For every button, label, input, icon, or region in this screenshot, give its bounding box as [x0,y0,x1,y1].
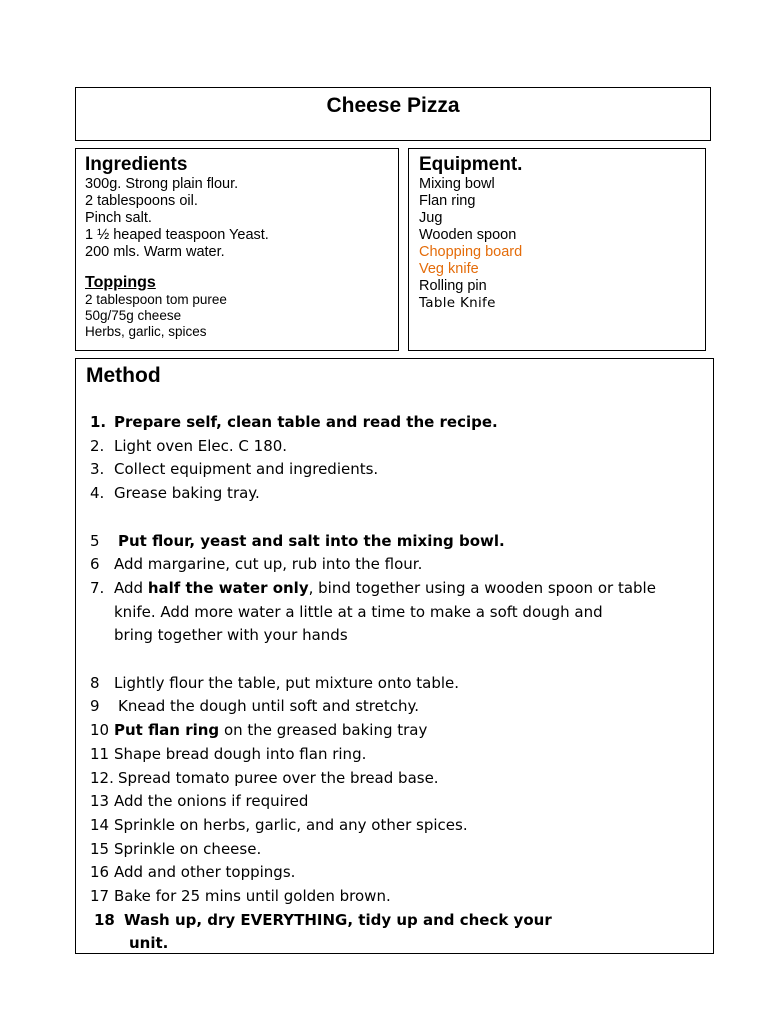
step-text: Add margarine, cut up, rub into the flour. [114,555,423,574]
step-text-bold: half the water only [147,578,309,597]
method-step [90,885,703,909]
step-text: Lightly flour the table, put mixture onto table. [114,673,460,692]
step-number: 9 [90,697,100,716]
step-number: 1. [90,413,107,431]
step-text: Prepare self, clean table and read the recipe. [114,413,498,431]
step-number: 17 [90,887,110,906]
method-step [90,577,703,648]
method-step [90,530,703,554]
method-step [90,672,703,696]
method-step [90,838,703,862]
step-text: Shape bread dough into flan ring. [114,744,367,763]
step-number: 2. [90,436,105,455]
equipment-item: Table Knife [419,295,496,311]
ingredient-item: 1 ½ heaped teaspoon Yeast. [85,227,269,243]
ingredient-item: Pinch salt. [85,210,152,226]
toppings-heading: Toppings [85,274,156,291]
step-number: 6 [90,555,100,574]
title-box [75,87,711,141]
step-text: Sprinkle on herbs, garlic, and any other spices. [114,815,468,834]
step-number: 7. [90,578,105,597]
topping-item: Herbs, garlic, spices [85,324,207,339]
step-text: Add the onions if required [114,792,309,811]
step-text-c: on the greased baking tray [219,721,428,740]
method-step [90,814,703,838]
topping-item: 2 tablespoon tom puree [85,292,227,307]
ingredients-list [85,176,398,261]
equipment-item: Veg knife [419,261,479,277]
method-step [90,719,703,743]
step-text-bold: Put flan ring [114,721,220,740]
ingredient-item: 300g. Strong plain flour. [85,176,239,192]
step-text: Bake for 25 mins until golden brown. [114,887,391,906]
method-heading: Method [86,364,161,387]
method-box [75,358,714,954]
step-text: Spread tomato puree over the bread base. [118,768,439,787]
step-text-line2: unit. [129,934,169,953]
step-number: 10 [90,721,110,740]
method-steps [90,411,703,956]
step-text: Knead the dough until soft and stretchy. [118,697,419,716]
equipment-item: Chopping board [419,244,523,260]
ingredients-heading: Ingredients [85,154,188,175]
equipment-box [408,148,706,351]
step-text: Sprinkle on cheese. [114,839,262,858]
equipment-item: Jug [419,210,443,226]
ingredient-item: 2 tablespoons oil. [85,193,198,209]
page-title: Cheese Pizza [326,94,460,117]
method-step [90,790,703,814]
method-step [90,411,703,435]
topping-item: 50g/75g cheese [85,308,182,323]
step-number: 11 [90,744,110,763]
step-text: Wash up, dry EVERYTHING, tidy up and check your [124,910,552,929]
equipment-heading: Equipment. [419,154,523,175]
method-step [90,861,703,885]
equipment-item: Rolling pin [419,278,487,294]
step-number: 8 [90,673,100,692]
method-step [90,909,703,956]
step-number: 14 [90,815,110,834]
step-text-a: Add [114,578,148,597]
step-number: 5 [90,531,100,550]
step-number: 15 [90,839,110,858]
step-number: 3. [90,460,105,479]
method-step [90,743,703,767]
step-text: Put flour, yeast and salt into the mixing bowl. [118,531,505,550]
step-text-c: , bind together using a wooden spoon or table [308,578,656,597]
equipment-list [419,176,705,312]
method-step [90,553,703,577]
ingredients-box [75,148,399,351]
method-step [90,435,703,459]
step-text-line3: bring together with your hands [114,626,348,645]
step-number: 4. [90,484,105,503]
step-text: Collect equipment and ingredients. [114,460,379,479]
step-number: 12. [90,768,114,787]
step-text: Add and other toppings. [114,863,296,882]
method-step [90,458,703,482]
step-number: 16 [90,863,110,882]
equipment-item: Flan ring [419,193,476,209]
step-text: Light oven Elec. C 180. [114,436,288,455]
method-step [90,695,703,719]
step-text-line2: knife. Add more water a little at a time to make a soft dough and [114,602,603,621]
step-number: 13 [90,792,110,811]
method-step [90,482,703,506]
equipment-item: Wooden spoon [419,227,517,243]
equipment-item: Mixing bowl [419,176,495,192]
toppings-list [85,292,398,340]
step-text: Grease baking tray. [114,484,260,503]
ingredient-item: 200 mls. Warm water. [85,244,225,260]
step-number: 18 [94,910,115,929]
method-step [90,767,703,791]
